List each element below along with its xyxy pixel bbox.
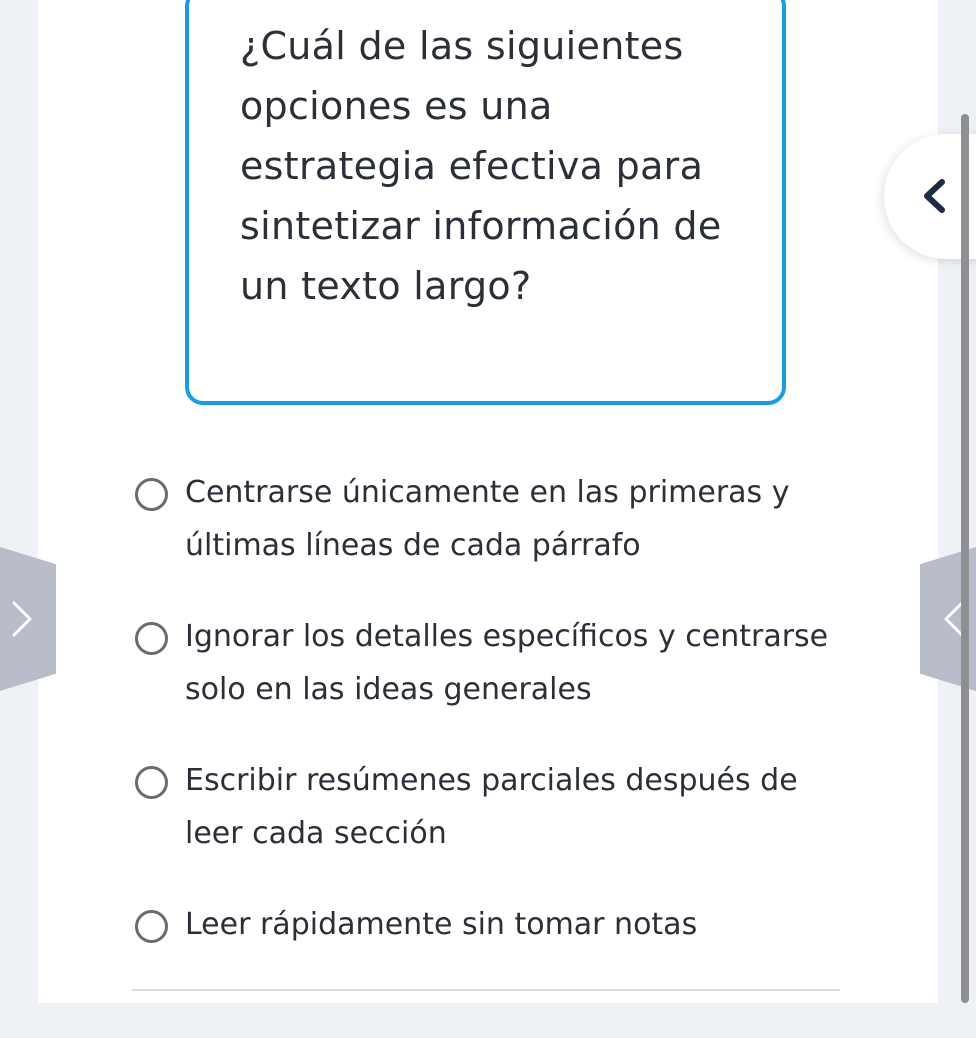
answer-option-label: Centrarse únicamente en las primeras y últimas líneas de cada párrafo	[185, 475, 790, 563]
answer-options	[132, 462, 832, 1038]
chevron-right-icon	[6, 599, 36, 639]
radio-button[interactable]	[135, 478, 168, 511]
answer-option-label: Escribir resúmenes parciales después de leer cada sección	[185, 763, 798, 851]
scrollbar[interactable]	[961, 114, 969, 1003]
chevron-left-icon	[920, 178, 950, 214]
radio-button[interactable]	[135, 910, 168, 943]
radio-button[interactable]	[135, 766, 168, 799]
answer-option-3[interactable]	[132, 750, 832, 894]
answer-option-label: Ignorar los detalles específicos y centrarse solo en las ideas generales	[185, 619, 829, 707]
previous-question-button[interactable]	[0, 547, 56, 691]
answer-option-label: Leer rápidamente sin tomar notas	[185, 907, 698, 942]
answer-option-2[interactable]	[132, 606, 832, 750]
question-text: ¿Cuál de las siguientes opciones es una estrategia efectiva para sintetizar información de un texto largo?	[240, 24, 722, 308]
answer-option-1[interactable]	[132, 462, 832, 606]
bottom-divider	[132, 989, 840, 991]
answer-option-4[interactable]	[132, 894, 832, 1038]
radio-button[interactable]	[135, 622, 168, 655]
